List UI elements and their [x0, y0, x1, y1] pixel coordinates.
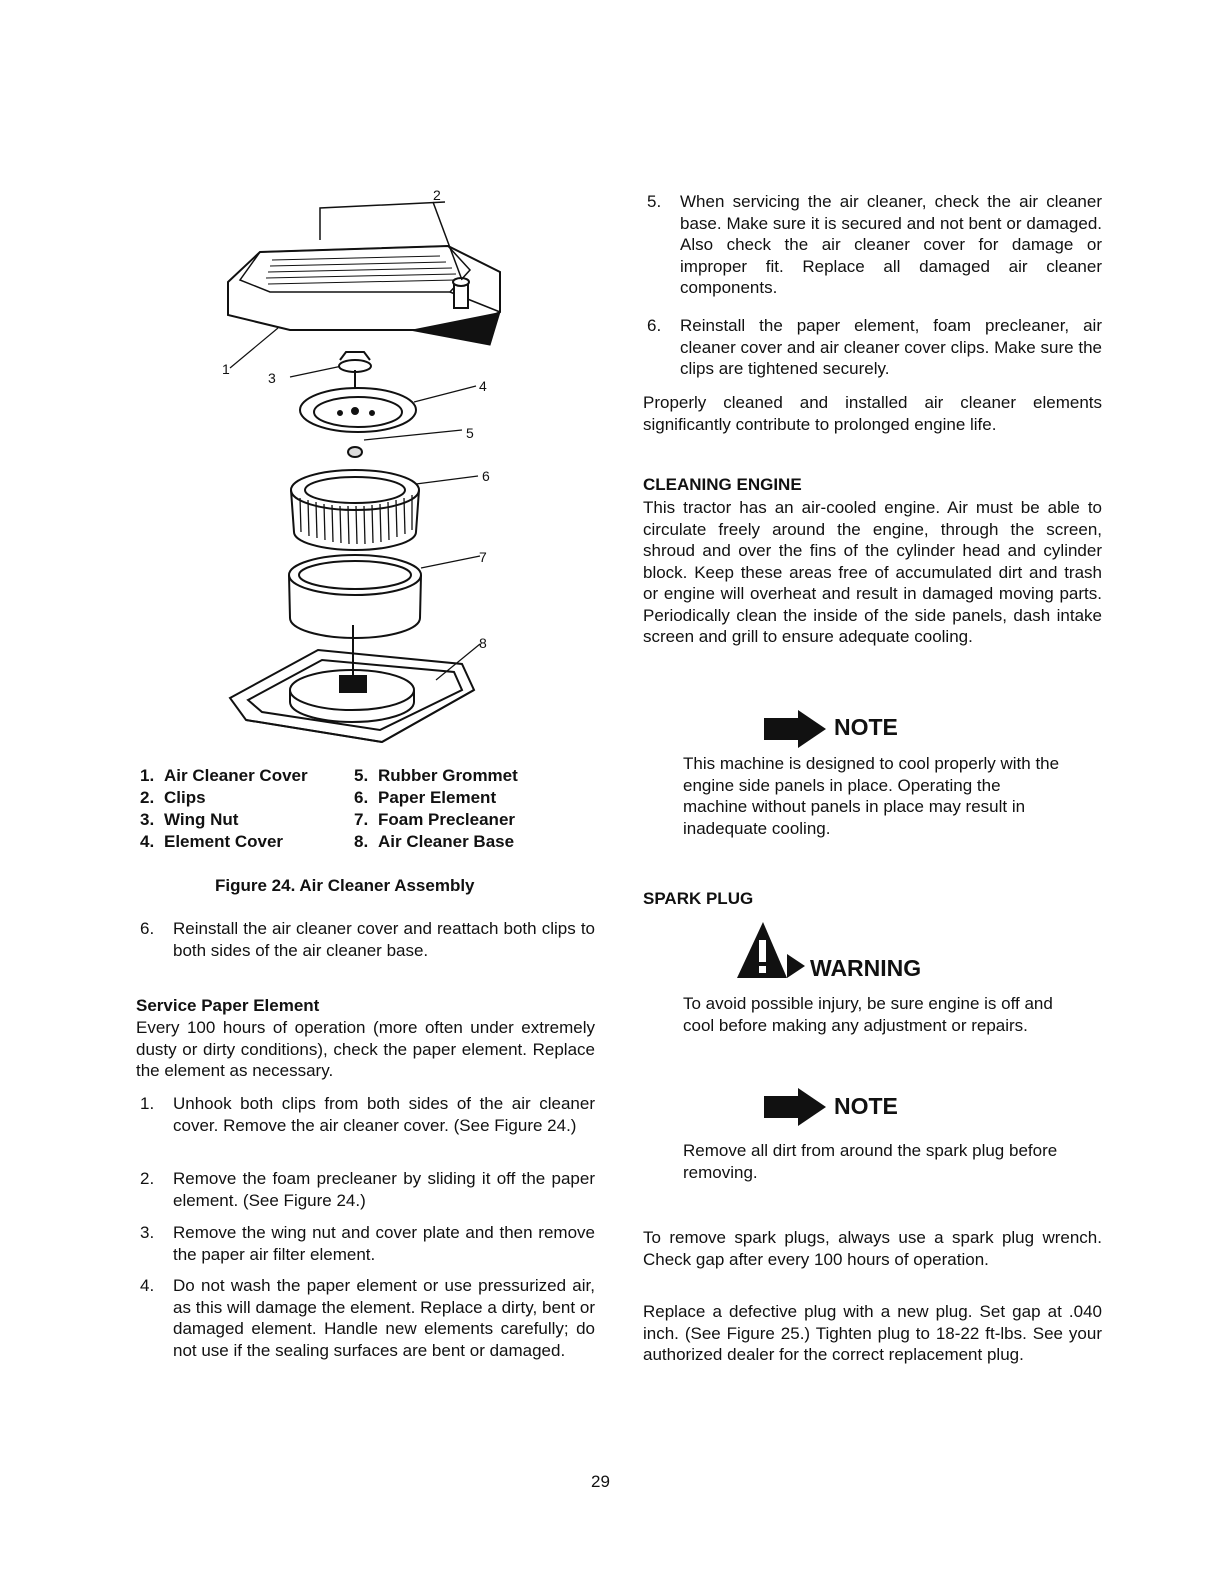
legend-item: 1. Air Cleaner Cover — [140, 766, 308, 785]
note-heading: NOTE — [834, 1093, 898, 1119]
legend-column-1 — [140, 765, 330, 853]
figure-caption: Figure 24. Air Cleaner Assembly — [215, 876, 475, 895]
page-number: 29 — [591, 1472, 610, 1491]
cleaning-engine-text: This tractor has an air-cooled engine. Air must be able to circulate freely around the engine, through the screen, shroud and over the fins of the cylinder head and cylinder block. Keep these areas free of accumulated dirt and trash or engine will overheat and result in damaged moving parts. Periodically clean the inside of the side panels, dash intake screen and grill to ensure adequate cooling. — [643, 498, 1102, 646]
legend-item: 3. Wing Nut — [140, 810, 239, 829]
warning-heading: WARNING — [810, 955, 922, 981]
service-intro: Every 100 hours of operation (more often under extremely dusty or dirty conditions), check the paper element. Replace the element as necessary. — [136, 1018, 595, 1080]
warning-triangle-icon — [735, 920, 807, 982]
summary-paragraph: Properly cleaned and installed air cleaner elements significantly contribute to prolonged engine life. — [643, 393, 1102, 434]
air-cleaner-assembly-illustration — [200, 180, 520, 760]
spark-plug-paragraph-1: To remove spark plugs, always use a spark plug wrench. Check gap after every 100 hours of operation. — [643, 1228, 1102, 1269]
legend-item: 7. Foam Precleaner — [354, 810, 516, 829]
legend-column-2 — [354, 765, 554, 853]
callout-3: 3 — [268, 370, 276, 386]
note-text: Remove all dirt from around the spark plug before removing. — [683, 1141, 1058, 1182]
note-text: This machine is designed to cool properly with the engine side panels in place. Operating the machine without panels in place may result in inadequate cooling. — [683, 754, 1060, 838]
callout-4: 4 — [479, 378, 487, 394]
arrow-note-icon — [764, 710, 830, 748]
legend-item: 2. Clips — [140, 788, 206, 807]
service-paper-element-heading: Service Paper Element — [136, 996, 320, 1015]
legend-item: 5. Rubber Grommet — [354, 766, 518, 785]
legend-item: 8. Air Cleaner Base — [354, 832, 515, 851]
cleaning-engine-heading: CLEANING ENGINE — [643, 475, 802, 494]
callout-2: 2 — [433, 187, 441, 203]
callout-5: 5 — [466, 425, 474, 441]
spark-plug-heading: SPARK PLUG — [643, 889, 754, 908]
callout-8: 8 — [479, 635, 487, 651]
callout-6: 6 — [482, 468, 490, 484]
callout-7: 7 — [479, 549, 487, 565]
legend-item: 4. Element Cover — [140, 832, 284, 851]
callout-1: 1 — [222, 361, 230, 377]
note-heading: NOTE — [834, 714, 898, 740]
warning-text: To avoid possible injury, be sure engine is off and cool before making any adjustment or repairs. — [683, 994, 1053, 1035]
legend-item: 6. Paper Element — [354, 788, 497, 807]
spark-plug-paragraph-2: Replace a defective plug with a new plug. Set gap at .040 inch. (See Figure 25.) Tighten plug to 18-22 ft-lbs. See your authorized dealer for the correct replacement plug. — [643, 1302, 1102, 1364]
arrow-note-icon — [764, 1088, 830, 1126]
